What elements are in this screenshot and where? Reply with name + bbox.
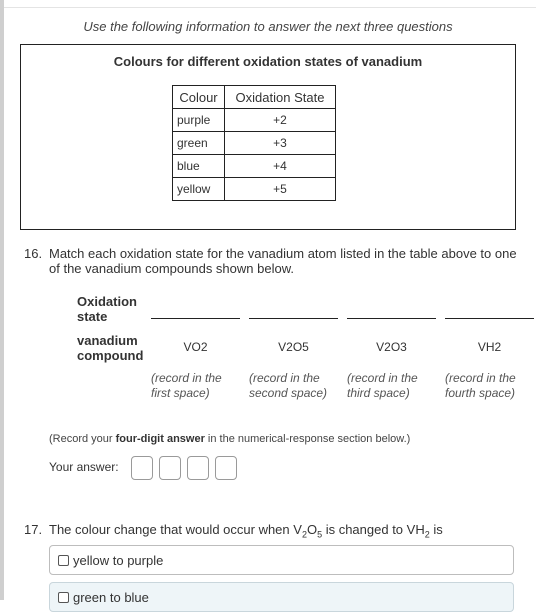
answer-blank-2	[249, 318, 338, 319]
q17-text-mid2: is changed to VH	[322, 522, 425, 537]
left-scroll-edge	[0, 0, 4, 600]
answer-digit-4[interactable]	[215, 456, 237, 480]
intro-text: Use the following information to answer the next three questions	[83, 19, 453, 34]
info-title: Colours for different oxidation states of vanadium	[113, 54, 423, 69]
option-b-checkbox[interactable]	[58, 592, 69, 603]
info-box	[20, 44, 516, 230]
answer-blank-3	[347, 318, 436, 319]
answer-option-b[interactable]	[49, 582, 514, 612]
table-header-row	[173, 86, 336, 109]
option-b-label: green to blue	[73, 590, 149, 605]
instruction-pre: (Record your	[49, 433, 116, 445]
record-note-4: (record in the fourth space)	[445, 371, 516, 400]
question-16-text: Match each oxidation state for the vanadium atom listed in the table above to one of the vanadium compounds shown below.	[49, 246, 517, 276]
instruction-bold: four-digit answer	[115, 433, 205, 445]
q17-text-pre: The colour change that would occur when V	[49, 522, 302, 537]
question-17-text	[49, 522, 519, 543]
your-answer-label: Your answer:	[49, 460, 119, 474]
answer-blank-4	[445, 318, 534, 319]
header-colour: Colour	[173, 86, 225, 109]
answer-blank-1	[151, 318, 240, 319]
cell-colour: yellow	[173, 178, 225, 201]
question-16-number: 16.	[24, 246, 43, 261]
record-note-1: (record in the first space)	[151, 371, 222, 400]
option-a-checkbox[interactable]	[58, 555, 69, 566]
answer-option-a[interactable]	[49, 545, 514, 575]
instruction-post: in the numerical-response section below.)	[204, 433, 411, 445]
q17-sub-3: 2	[424, 529, 430, 540]
oxidation-state-label: Oxidation state	[77, 294, 137, 324]
cell-colour: green	[173, 132, 225, 155]
cell-colour: purple	[173, 109, 225, 132]
header-oxidation-state: Oxidation State	[225, 86, 336, 109]
table-row	[173, 109, 336, 132]
question-17-number: 17.	[24, 522, 43, 537]
compound-2: V2O5	[278, 340, 309, 354]
compound-3: V2O3	[376, 340, 407, 354]
table-row	[173, 155, 336, 178]
vanadium-compound-label: vanadium compound	[77, 333, 144, 363]
answer-digit-3[interactable]	[187, 456, 209, 480]
cell-state: +5	[225, 178, 336, 201]
q17-text-post: is	[429, 522, 443, 537]
record-note-3: (record in the third space)	[347, 371, 418, 400]
q17-sub-1: 2	[301, 529, 307, 540]
option-a-label: yellow to purple	[73, 553, 164, 568]
q17-text-mid1: O	[306, 522, 318, 537]
cell-state: +3	[225, 132, 336, 155]
cell-state: +2	[225, 109, 336, 132]
record-note-2: (record in the second space)	[249, 371, 328, 400]
cell-colour: blue	[173, 155, 225, 178]
table-row	[173, 132, 336, 155]
cell-state: +4	[225, 155, 336, 178]
record-instruction	[49, 433, 410, 445]
compound-4: VH2	[477, 340, 502, 354]
top-divider	[4, 7, 536, 8]
compound-1: VO2	[183, 340, 208, 354]
table-row	[173, 178, 336, 201]
answer-digit-2[interactable]	[159, 456, 181, 480]
q17-sub-2: 5	[317, 529, 323, 540]
answer-digit-1[interactable]	[131, 456, 153, 480]
oxidation-table	[172, 85, 336, 201]
